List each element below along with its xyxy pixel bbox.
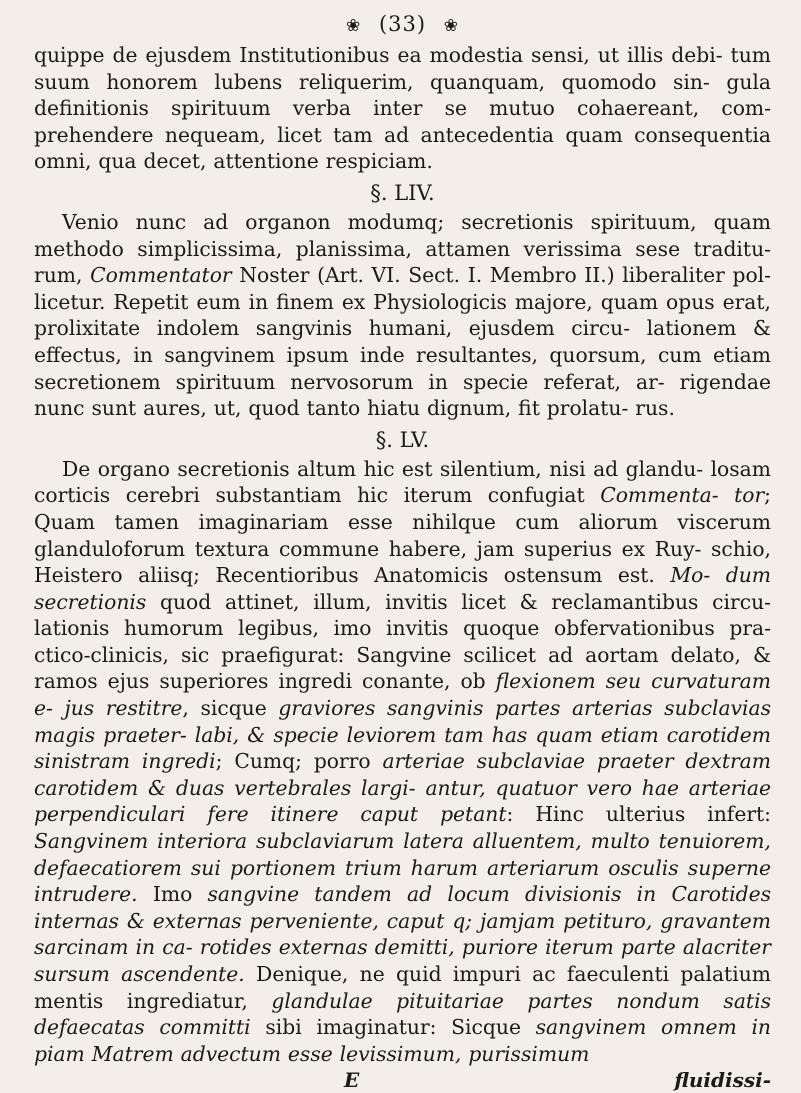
italic-text: Commenta- tor <box>600 483 765 508</box>
section-heading: §. LIV. <box>370 180 435 205</box>
italic-text: sangvine tandem ad locum divisionis in Carotides internas & externas perveniente, caput q; jamjam petituro, gravantem sarcinam in ca- rotides externas demitti, puriore iterum parte alacriter sursum ascendente. <box>34 882 771 986</box>
text-run: ; Quam tamen imaginariam esse nihilque cum aliorum viscerum glanduloforum textura commune habere, jam superius ex Ruy- schio, Heistero aliisq; Recentioribus Anatomicis ostensum est. <box>34 483 771 588</box>
text-run: Denique, ne quid impuri ac faeculenti palatium mentis ingrediatur, <box>34 962 771 1013</box>
text-run: De organo secretionis altum hic est silentium, nisi ad glandu- losam corticis cerebri substantiam hic iterum confugiat <box>34 456 771 508</box>
italic-text: Mo- dum secretionis <box>34 563 771 614</box>
italic-text: Sangvinem interiora subclaviarum latera alluentem, multo tenuiorem, defaecatiorem sui portionem trium harum arteriarum osculis superne intrudere. <box>34 829 771 907</box>
ornament-left-icon: ❀ <box>346 16 362 36</box>
body-text <box>34 42 771 1067</box>
italic-text: graviores sangvinis partes arterias subclavias magis praeter- labi, & specie leviorem tam has quam etiam carotidem sinistram ingredi <box>34 696 771 774</box>
text-run: ; Cumq; porro <box>215 749 383 774</box>
italic-text: Commentator <box>90 263 232 288</box>
catchline <box>34 1067 771 1093</box>
section-heading: §. LV. <box>375 427 430 452</box>
text-run: , sicque <box>182 696 279 721</box>
text-run: Noster (Art. VI. Sect. I. Membro II.) liberaliter pol- licetur. Repetit eum in finem ex Physiologicis majore, quam opus erat, prolixitate indolem sangvinis humani, ejusdem circu- lationem & effectus, in sangvinem ipsum inde resultantes, quorsum, cum etiam secretionem spirituum nervosorum in specie referat, ar- rigendae nunc sunt aures, ut, quod tanto hiatu dignum, fit prolatu- rus. <box>34 263 771 421</box>
text-run: quod attinet, illum, invitis licet & reclamantibus circu- lationis humorum legibus, imo invitis quoque obfervationibus pra- ctico-clinicis, sic praefigurat: Sangvine scilicet ad aortam delato, & ramos ejus superiores ingredi conante, ob <box>34 589 771 694</box>
catchword: fluidissi- <box>674 1068 771 1093</box>
ornament-right-icon: ❀ <box>443 16 459 36</box>
text-run: Venio nunc ad organon modumq; secretionis spirituum, quam methodo simplicissima, planissima, attamen verissima sese traditu- rum, <box>34 209 771 288</box>
running-head <box>34 12 771 36</box>
paragraph <box>34 209 771 422</box>
paragraph <box>34 42 771 175</box>
italic-text: flexionem seu curvaturam e- jus restitre <box>34 669 771 721</box>
text-run: Imo <box>137 882 208 907</box>
signature-mark: E <box>344 1068 360 1093</box>
text-run: sibi imaginatur: Sicque <box>250 1015 536 1040</box>
paragraph <box>34 456 771 1068</box>
text-run: : Hinc ulterius infert: <box>506 802 771 827</box>
page-number: (33) <box>378 12 427 36</box>
italic-text: glandulae pituitariae partes nondum satis defaecatas committi <box>34 988 771 1040</box>
text-run: quippe de ejusdem Institutionibus ea modestia sensi, ut illis debi- tum suum honorem lubens reliquerim, quanquam, quomodo sin- gula definitionis spirituum verba inter se mutuo cohaereant, com- prehendere nequeam, licet tam ad antecedentia quam consequentia omni, qua decet, attentione respiciam. <box>34 43 771 174</box>
italic-text: arteriae subclaviae praeter dextram carotidem & duas vertebrales largi- antur, quatuor vero hae arteriae perpendiculari fere itinere caput petant <box>34 749 771 827</box>
italic-text: sangvinem omnem in piam Matrem advectum esse levissimum, purissimum <box>34 1015 771 1066</box>
